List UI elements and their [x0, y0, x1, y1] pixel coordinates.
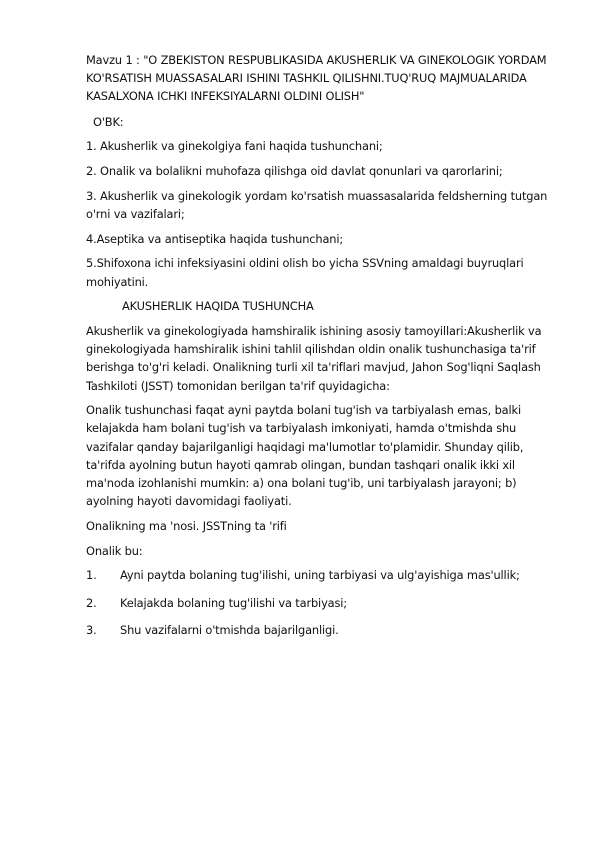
numbered-list-item — [86, 566, 556, 584]
list-text: Shu vazifalarni o'tmishda bajarilganligi. — [120, 622, 339, 637]
list-text: Ayni paytda bolaning tug'ilishi, uning tarbiyasi va ulg'ayishiga mas'ullik; — [120, 568, 520, 583]
list-number: 1. — [86, 568, 97, 583]
objective-item: 1. Akusherlik va ginekolgiya fani haqida tushunchani; — [86, 139, 383, 154]
section-heading: AKUSHERLIK HAQIDA TUSHUNCHA — [122, 299, 314, 314]
body-paragraph: Onalik tushunchasi faqat ayni paytda bolani tug'ish va tarbiyalash emas, balki kelajakda ham bolani tug'ish va tarbiyalash imkoniyati, hamda o'tmishda shu vazifalar qanday bajarilganligi haqidagi ma'lumotlar to'plamidir. Shunday qilib, ta'rifda ayolning butun hayoti qamrab olingan, bundan tashqari onalik ikki xil ma'noda izohlanishi mumkin: a) ona bolani tug'ib, uni tarbiyalash jarayoni; b) ayolning hayoti davomidagi faoliyati. — [86, 403, 524, 509]
numbered-list-item — [86, 621, 556, 639]
objective-item: 3. Akusherlik va ginekologik yordam ko'rsatish muassasalarida feldsherning tutgan o'rni va vazifalari; — [86, 188, 548, 221]
document-title: Mavzu 1 : "O ZBEKISTON RESPUBLIKASIDA AKUSHERLIK VA GINEKOLOGIK YORDAM KO'RSATISH MUASSASALARI ISHINI TASHKIL QILISHNI.TUQ'RUQ MAJMUALARIDA KASALXONA ICHKI INFEKSIYALARNI OLDINI OLISH" — [86, 53, 547, 104]
list-text: Kelajakda bolaning tug'ilishi va tarbiyasi; — [120, 595, 347, 610]
numbered-list-item — [86, 594, 556, 612]
objectives-label: O'BK: — [93, 114, 124, 129]
list-number: 3. — [86, 622, 97, 637]
body-paragraph: Akusherlik va ginekologiyada hamshiralik ishining asosiy tamoyillari:Akusherlik va ginekologiyada hamshiralik ishini tahlil qilishdan oldin onalik tushunchasiga ta'rif berishga to'g'ri keladi. Onalikning turli xil ta'riflari mavjud, Jahon Sog'liqni Saqlash Tashkiloti (JSST) tomonidan berilgan ta'rif quyidagicha: — [86, 323, 542, 393]
body-paragraph: Onalikning ma 'nosi. JSSTning ta 'rifi — [86, 518, 287, 533]
objective-item: 2. Onalik va bolalikni muhofaza qilishga oid davlat qonunlari va qarorlarini; — [86, 164, 503, 179]
objective-item: 4.Aseptika va antiseptika haqida tushunchani; — [86, 231, 344, 246]
objective-item: 5.Shifoxona ichi infeksiyasini oldini olish bo yicha SSVning amaldagi buyruqlari mohiyatini. — [86, 256, 524, 289]
body-paragraph: Onalik bu: — [86, 543, 143, 558]
list-number: 2. — [86, 595, 97, 610]
